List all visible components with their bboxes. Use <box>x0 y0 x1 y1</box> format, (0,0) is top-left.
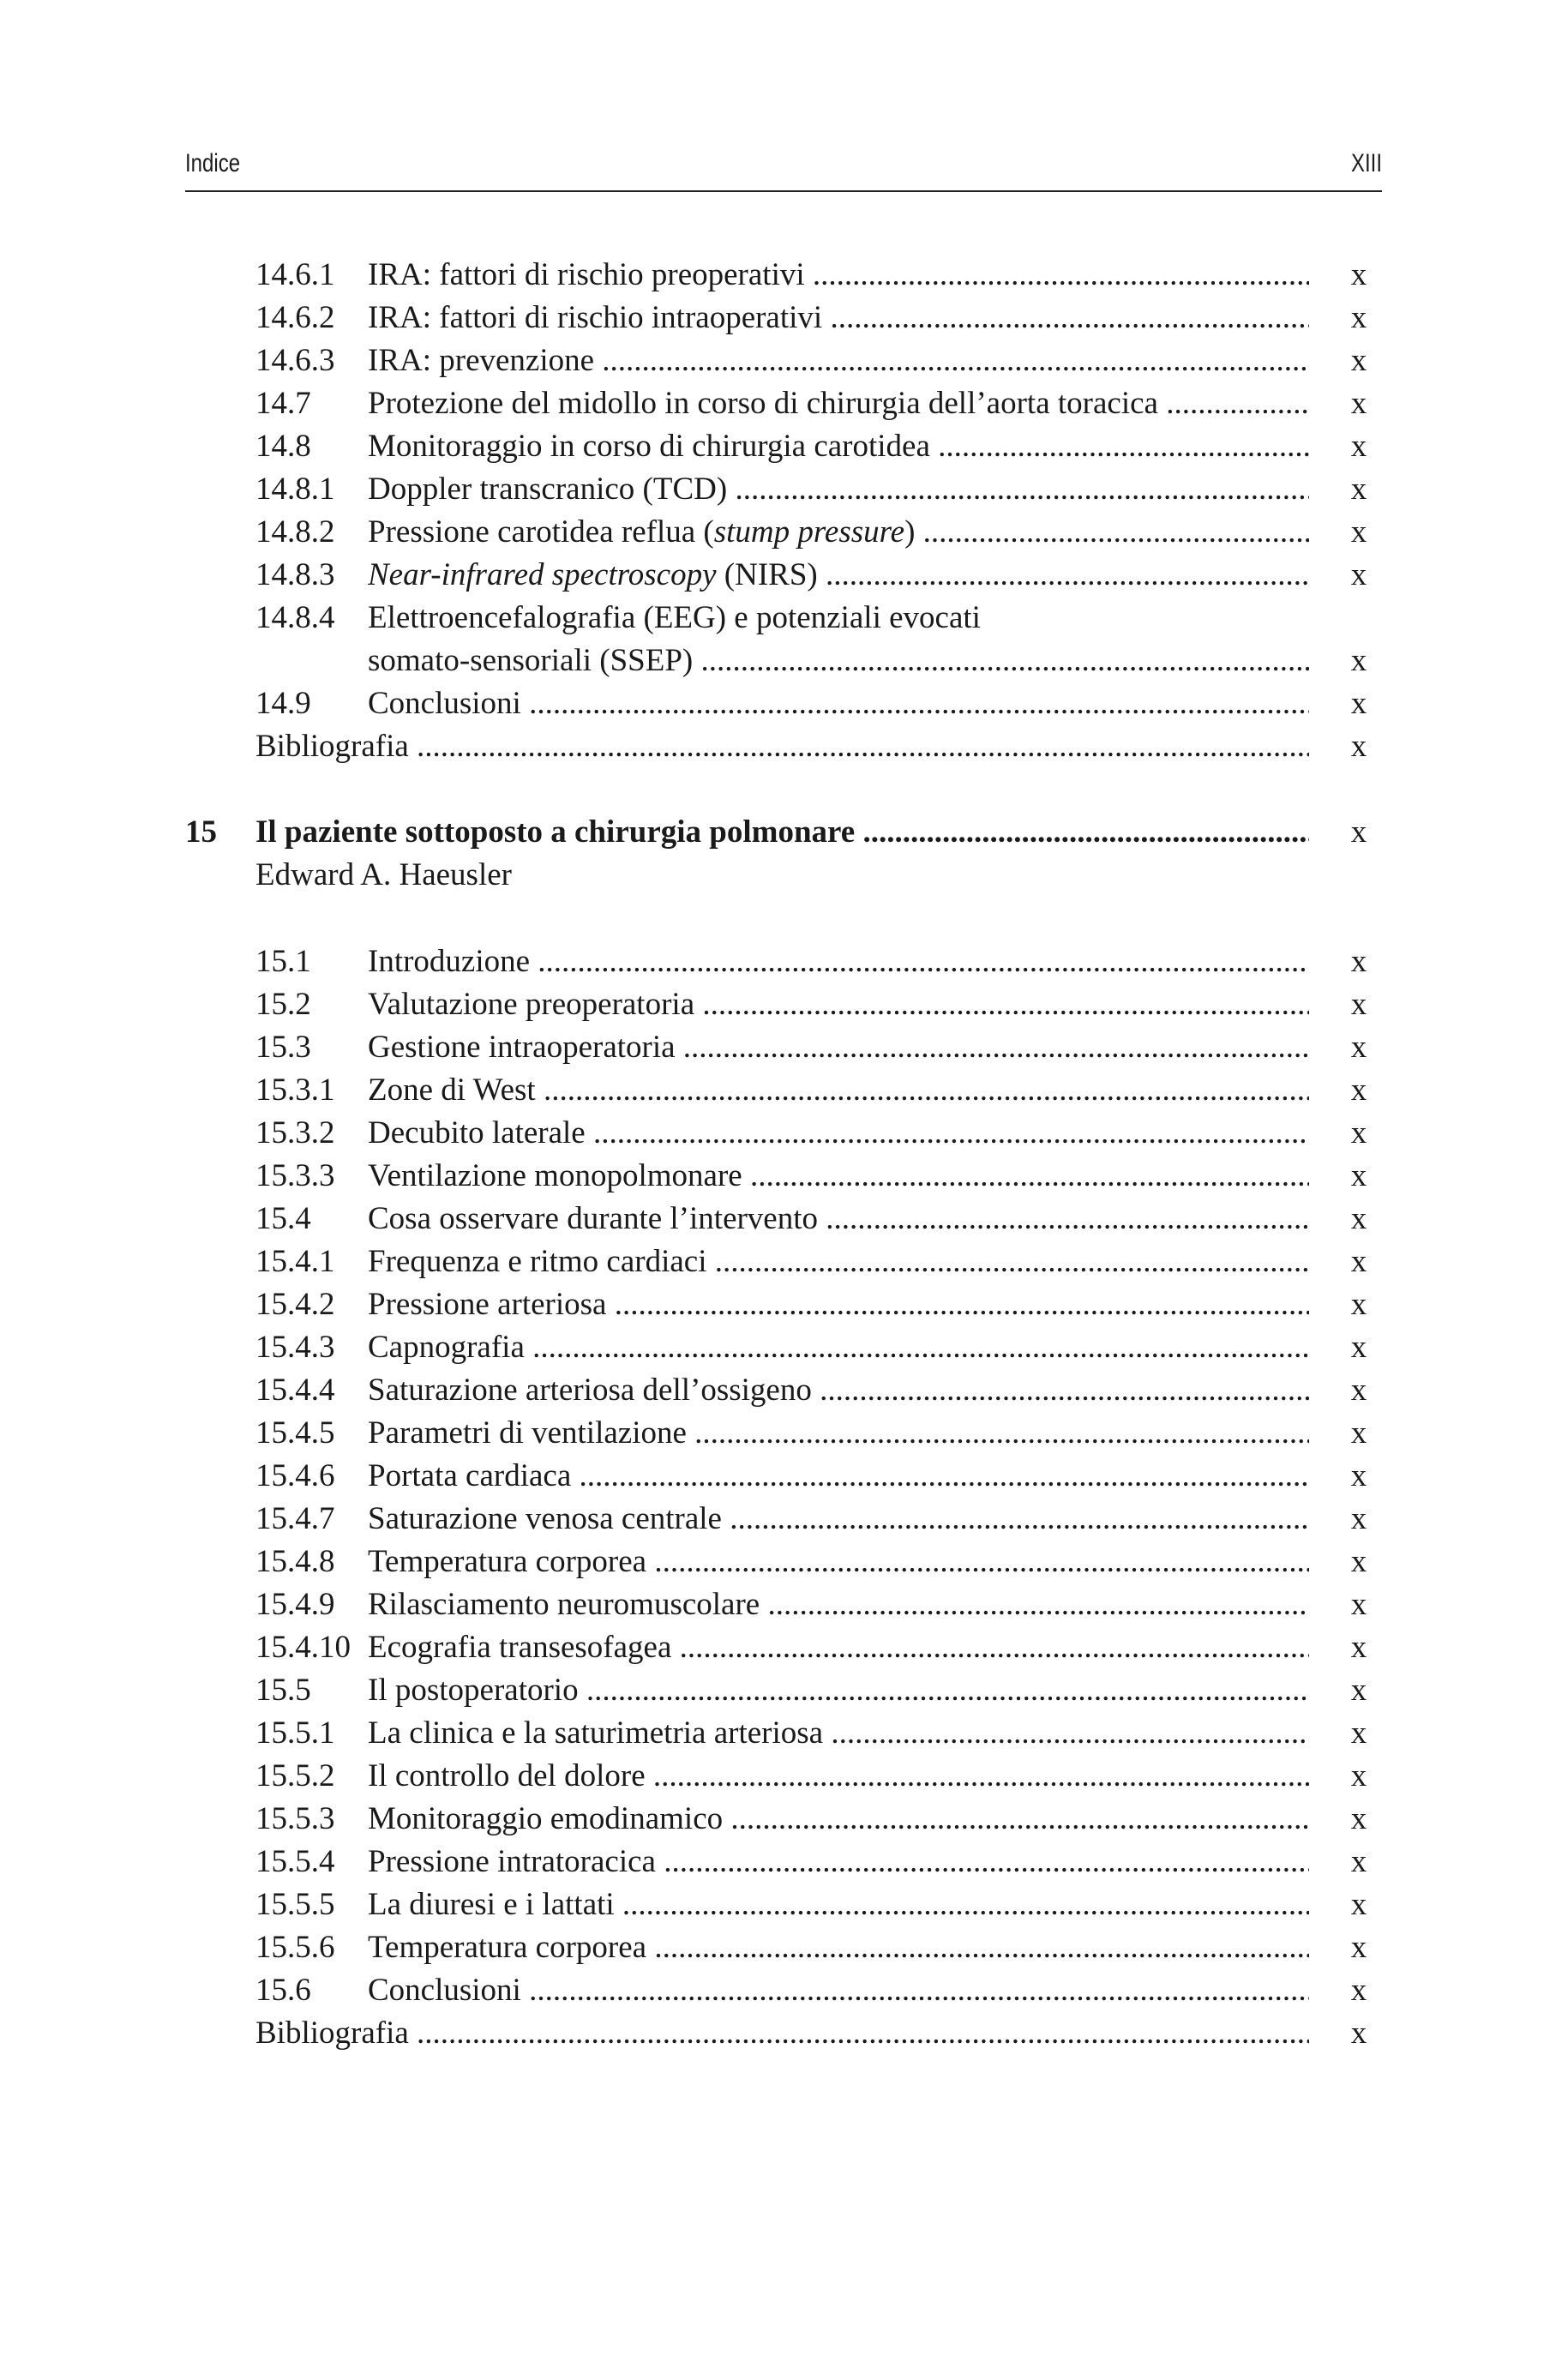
entry-number: 14.8.1 <box>255 472 335 507</box>
entry-title: Portata cardiaca ..... <box>368 1455 1309 1498</box>
toc-entry[interactable] <box>0 940 1568 983</box>
entry-number: 15.3.2 <box>255 1115 335 1150</box>
entry-page: x <box>1350 1630 1367 1665</box>
entry-page: x <box>1350 1373 1367 1408</box>
toc-entry[interactable] <box>0 1283 1568 1326</box>
toc-entry[interactable] <box>0 1241 1568 1283</box>
entry-title: Near-infrared spectroscopy (NIRS) ..... <box>368 554 1309 597</box>
entry-title: Saturazione venosa centrale ..... <box>368 1498 1309 1541</box>
toc-entry[interactable] <box>0 1369 1568 1412</box>
toc-entry[interactable] <box>0 1798 1568 1841</box>
entry-page: x <box>1350 1115 1367 1150</box>
header-page-number: XIII <box>1350 149 1382 177</box>
entry-number: 14.6.3 <box>255 343 335 378</box>
toc-entry-continuation[interactable] <box>0 640 1568 682</box>
entry-title: IRA: fattori di rischio intraoperativi ..... <box>368 297 1309 339</box>
toc-entry[interactable] <box>0 554 1568 597</box>
entry-number: 15.4.6 <box>255 1458 335 1493</box>
entry-number: 15.5.3 <box>255 1801 335 1836</box>
entry-page: x <box>1350 300 1367 335</box>
entry-number: 15.5.4 <box>255 1844 335 1879</box>
toc-entry[interactable] <box>0 1969 1568 2012</box>
toc-entry[interactable] <box>0 297 1568 339</box>
entry-number: 15.4.9 <box>255 1587 335 1622</box>
toc-entry[interactable] <box>0 983 1568 1026</box>
chapter-number: 15 <box>185 814 217 850</box>
entry-title: Doppler transcranico (TCD) ..... <box>368 468 1309 511</box>
entry-title: Zone di West ..... <box>368 1069 1309 1112</box>
entry-page: x <box>1350 1201 1367 1236</box>
entry-title-line1: Elettroencefalografia (EEG) e potenziali evocati <box>368 600 981 635</box>
toc-entry[interactable] <box>0 1755 1568 1798</box>
toc-entry[interactable] <box>0 1626 1568 1669</box>
entry-number: 15.4.2 <box>255 1287 335 1322</box>
entry-number: 14.8.4 <box>255 600 335 635</box>
toc-entry[interactable] <box>0 339 1568 382</box>
entry-page: x <box>1350 429 1367 464</box>
chapter-author: Edward A. Haeusler <box>255 857 512 892</box>
toc-entry[interactable] <box>0 1455 1568 1498</box>
toc-entry[interactable] <box>0 1841 1568 1883</box>
entry-title-line2: somato-sensoriali (SSEP) ..... <box>368 640 1309 682</box>
toc-entry[interactable] <box>0 1198 1568 1241</box>
entry-title: Il postoperatorio ..... <box>368 1669 1309 1712</box>
entry-page: x <box>1350 1244 1367 1279</box>
entry-page: x <box>1350 1758 1367 1793</box>
entry-title: Pressione intratoracica ..... <box>368 1841 1309 1883</box>
entry-title: Ecografia transesofagea ..... <box>368 1626 1309 1669</box>
entry-page: x <box>1350 1587 1367 1622</box>
chapter-heading[interactable] <box>0 811 1568 854</box>
entry-number: 15.5.5 <box>255 1887 335 1922</box>
toc-entry[interactable] <box>0 1112 1568 1155</box>
entry-page: x <box>1350 944 1367 979</box>
entry-page: x <box>1350 1287 1367 1322</box>
entry-number: 14.6.2 <box>255 300 335 335</box>
entry-page: x <box>1350 643 1367 678</box>
entry-page: x <box>1350 472 1367 507</box>
chapter-author-row <box>0 854 1568 897</box>
entry-title: Decubito laterale ..... <box>368 1112 1309 1155</box>
toc-entry[interactable] <box>0 1069 1568 1112</box>
entry-title: Saturazione arteriosa dell’ossigeno ..... <box>368 1369 1309 1412</box>
toc-entry[interactable] <box>0 1326 1568 1369</box>
toc-entry[interactable] <box>0 1026 1568 1069</box>
entry-page: x <box>1350 1030 1367 1065</box>
entry-page: x <box>1350 987 1367 1022</box>
entry-page: x <box>1350 1715 1367 1751</box>
entry-number: 15.3 <box>255 1030 311 1065</box>
entry-page: x <box>1350 343 1367 378</box>
entry-page: x <box>1350 729 1367 764</box>
entry-number: 15.4.8 <box>255 1544 335 1579</box>
toc-entry[interactable] <box>0 1412 1568 1455</box>
entry-number: 15.4.1 <box>255 1244 335 1279</box>
entry-page: x <box>1350 1072 1367 1108</box>
entry-number: 14.8.2 <box>255 514 335 550</box>
entry-number: 14.8 <box>255 429 311 464</box>
entry-title: Il controllo del dolore ..... <box>368 1755 1309 1798</box>
entry-number: 14.7 <box>255 386 311 421</box>
entry-title: Valutazione preoperatoria ..... <box>368 983 1309 1026</box>
chapter-page: x <box>1350 814 1367 850</box>
entry-page: x <box>1350 386 1367 421</box>
entry-title: Cosa osservare durante l’intervento ..... <box>368 1198 1309 1241</box>
entry-page: x <box>1350 557 1367 592</box>
entry-title: Temperatura corporea ..... <box>368 1541 1309 1583</box>
toc-entry[interactable] <box>0 425 1568 468</box>
toc-entry[interactable] <box>0 1883 1568 1926</box>
toc-entry[interactable] <box>0 468 1568 511</box>
entry-title: La clinica e la saturimetria arteriosa ..... <box>368 1712 1309 1755</box>
entry-title: Parametri di ventilazione ..... <box>368 1412 1309 1455</box>
entry-page: x <box>1350 514 1367 550</box>
toc-entry[interactable] <box>0 1541 1568 1583</box>
entry-number: 15.4.10 <box>255 1630 351 1665</box>
toc-entry[interactable] <box>0 254 1568 297</box>
entry-page: x <box>1350 1158 1367 1193</box>
entry-number: 15.5.2 <box>255 1758 335 1793</box>
toc-entry[interactable] <box>0 382 1568 425</box>
toc-entry-bibliography[interactable] <box>0 725 1568 768</box>
entry-title: Monitoraggio in corso di chirurgia carotidea ..... <box>368 425 1309 468</box>
header-title: Indice <box>185 149 241 177</box>
entry-number: 15.5.6 <box>255 1930 335 1965</box>
entry-number: 15.4 <box>255 1201 311 1236</box>
toc-entry[interactable] <box>0 1583 1568 1626</box>
entry-page: x <box>1350 1458 1367 1493</box>
entry-page: x <box>1350 1801 1367 1836</box>
entry-title: Monitoraggio emodinamico ..... <box>368 1798 1309 1841</box>
entry-page: x <box>1350 1544 1367 1579</box>
toc-entry[interactable] <box>0 1926 1568 1969</box>
entry-title: Capnografia ..... <box>368 1326 1309 1369</box>
entry-number: 14.9 <box>255 686 311 721</box>
toc-entry[interactable] <box>0 511 1568 554</box>
toc-entry[interactable] <box>0 1155 1568 1198</box>
entry-number: 15.4.3 <box>255 1330 335 1365</box>
toc-entry-bibliography[interactable] <box>0 2012 1568 2055</box>
toc-entry[interactable] <box>0 597 1568 640</box>
entry-title: Pressione arteriosa ..... <box>368 1283 1309 1326</box>
entry-page: x <box>1350 2016 1367 2051</box>
entry-title: Bibliografia ..... <box>255 725 1309 768</box>
entry-number: 15.4.4 <box>255 1373 335 1408</box>
entry-page: x <box>1350 1330 1367 1365</box>
running-header <box>185 147 1382 192</box>
entry-title: Frequenza e ritmo cardiaci ..... <box>368 1241 1309 1283</box>
entry-page: x <box>1350 1844 1367 1879</box>
entry-title: Ventilazione monopolmonare ..... <box>368 1155 1309 1198</box>
entry-title: La diuresi e i lattati ..... <box>368 1883 1309 1926</box>
toc-entry[interactable] <box>0 682 1568 725</box>
entry-number: 15.5 <box>255 1673 311 1708</box>
entry-number: 15.3.3 <box>255 1158 335 1193</box>
entry-number: 15.3.1 <box>255 1072 335 1108</box>
entry-title: Conclusioni ..... <box>368 1969 1309 2012</box>
entry-title: Pressione carotidea reflua (stump pressure) ..... <box>368 511 1309 554</box>
entry-page: x <box>1350 1673 1367 1708</box>
entry-number: 14.6.1 <box>255 257 335 292</box>
entry-number: 15.2 <box>255 987 311 1022</box>
entry-title: IRA: prevenzione ..... <box>368 339 1309 382</box>
toc-entry[interactable] <box>0 1498 1568 1541</box>
chapter-title: Il paziente sottoposto a chirurgia polmonare ..... <box>255 811 1309 854</box>
toc-entry[interactable] <box>0 1712 1568 1755</box>
entry-title: Rilasciamento neuromuscolare ..... <box>368 1583 1309 1626</box>
entry-title: Bibliografia ..... <box>255 2012 1309 2055</box>
entry-page: x <box>1350 1930 1367 1965</box>
entry-title: Conclusioni ..... <box>368 682 1309 725</box>
entry-page: x <box>1350 257 1367 292</box>
entry-title: Temperatura corporea ..... <box>368 1926 1309 1969</box>
toc-entry[interactable] <box>0 1669 1568 1712</box>
entry-title: IRA: fattori di rischio preoperativi ..... <box>368 254 1309 297</box>
entry-page: x <box>1350 1887 1367 1922</box>
entry-number: 15.5.1 <box>255 1715 335 1751</box>
entry-page: x <box>1350 1501 1367 1536</box>
entry-page: x <box>1350 1415 1367 1451</box>
entry-page: x <box>1350 1973 1367 2008</box>
entry-number: 15.4.7 <box>255 1501 335 1536</box>
entry-number: 15.6 <box>255 1973 311 2008</box>
entry-number: 15.4.5 <box>255 1415 335 1451</box>
entry-number: 14.8.3 <box>255 557 335 592</box>
entry-number: 15.1 <box>255 944 311 979</box>
entry-title: Gestione intraoperatoria ..... <box>368 1026 1309 1069</box>
entry-page: x <box>1350 686 1367 721</box>
entry-title: Protezione del midollo in corso di chirurgia dell’aorta toracica ..... <box>368 382 1309 425</box>
entry-title: Introduzione ..... <box>368 940 1309 983</box>
